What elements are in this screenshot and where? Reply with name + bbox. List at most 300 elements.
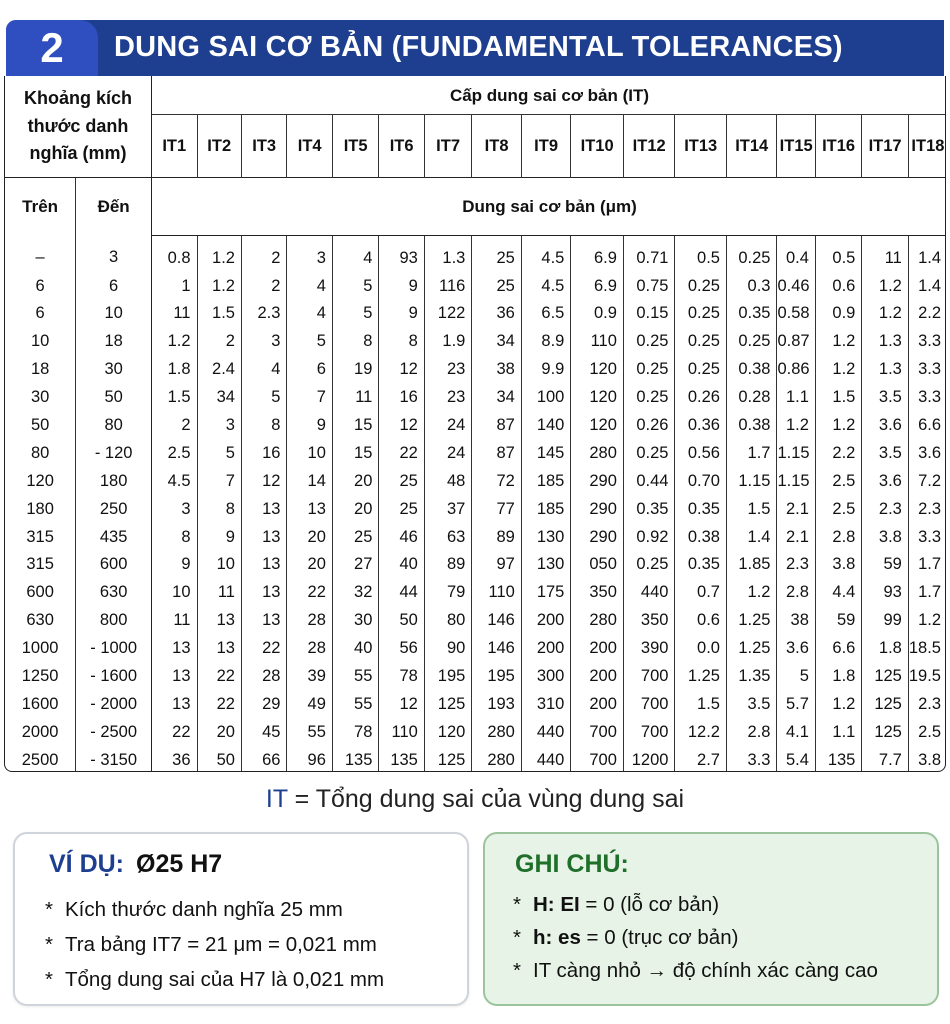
tolerance-cell: 6.9 <box>571 272 624 300</box>
tolerance-cell: 4 <box>287 300 332 328</box>
tolerance-cell: 22 <box>379 439 424 467</box>
tolerance-cell: 0.15 <box>623 300 675 328</box>
tolerance-cell: 90 <box>424 634 471 662</box>
tolerance-cell: 13 <box>197 634 241 662</box>
tolerance-cell: 9 <box>197 523 241 551</box>
tolerance-cell: 1.25 <box>726 634 777 662</box>
section-number: 2 <box>40 24 64 71</box>
tolerance-cell: 3.3 <box>908 328 946 356</box>
size-to-cell: 3 <box>76 236 152 272</box>
tolerance-cell: 13 <box>241 579 286 607</box>
tolerance-cell: 0.86 <box>777 356 815 384</box>
tolerance-cell: 110 <box>472 579 522 607</box>
size-from-cell: 315 <box>26 555 54 574</box>
tolerance-cell: 5 <box>777 662 815 690</box>
tolerance-cell: 0.3 <box>726 272 777 300</box>
tolerance-cell: 23 <box>424 383 471 411</box>
tolerance-cell: 99 <box>862 607 908 635</box>
grade-header-it2: IT2 <box>197 115 241 178</box>
grade-header-it16: IT16 <box>815 115 861 178</box>
tolerance-cell: 1.35 <box>726 662 777 690</box>
tolerance-cell: 1.9 <box>424 328 471 356</box>
tolerance-cell: 13 <box>287 495 332 523</box>
tolerance-cell: 5 <box>287 328 332 356</box>
tolerance-cell: 5 <box>241 383 286 411</box>
tolerance-cell: 1.5 <box>152 383 197 411</box>
tolerance-cell: 0.5 <box>815 236 861 272</box>
tolerance-cell: 10 <box>287 439 332 467</box>
tolerance-cell: 34 <box>472 383 522 411</box>
table-row <box>5 272 946 300</box>
tolerance-cell: 11 <box>197 579 241 607</box>
tolerance-cell: 0.56 <box>675 439 727 467</box>
tolerance-cell: 13 <box>241 495 286 523</box>
grade-header-it9: IT9 <box>521 115 571 178</box>
tolerance-cell: 13 <box>197 607 241 635</box>
tolerance-cell: 0.25 <box>675 356 727 384</box>
list-item <box>513 921 878 954</box>
tolerance-cell: 0.25 <box>623 356 675 384</box>
tolerance-cell: 0.25 <box>675 272 727 300</box>
tolerance-cell: 6.5 <box>521 300 571 328</box>
tolerance-cell: 36 <box>472 300 522 328</box>
tolerance-cell: 55 <box>332 690 378 718</box>
size-from-cell: 2000 <box>21 722 59 741</box>
tolerance-cell: 2 <box>241 272 286 300</box>
tolerance-cell: 200 <box>571 634 624 662</box>
tolerance-cell: 185 <box>521 495 571 523</box>
tolerance-cell: 13 <box>241 551 286 579</box>
tolerance-cell: 8 <box>332 328 378 356</box>
tolerance-cell: 1.5 <box>726 495 777 523</box>
table-row <box>5 467 946 495</box>
tolerance-cell: 195 <box>472 662 522 690</box>
tolerance-cell: 34 <box>472 328 522 356</box>
tolerance-cell: 28 <box>287 634 332 662</box>
tolerance-cell: 34 <box>197 383 241 411</box>
tolerance-cell: 4 <box>332 236 378 272</box>
size-from-cell: 1600 <box>21 694 59 713</box>
tolerance-cell: 1.2 <box>197 236 241 272</box>
size-from-cell: 18 <box>30 360 50 379</box>
size-to-cell: 50 <box>76 383 152 411</box>
size-from-cell: 1000 <box>21 639 59 658</box>
table-row <box>5 634 946 662</box>
tolerance-cell: 63 <box>424 523 471 551</box>
tolerance-cell: 80 <box>424 607 471 635</box>
tolerance-cell: 44 <box>379 579 424 607</box>
tolerance-cell: 125 <box>424 690 471 718</box>
tolerance-cell: 12 <box>379 411 424 439</box>
note-title: GHI CHÚ: <box>515 850 629 878</box>
tolerance-cell: 1.8 <box>152 356 197 384</box>
tolerance-cell: 25 <box>379 495 424 523</box>
tolerance-cell: 0.38 <box>675 523 727 551</box>
tolerance-cell: 5 <box>197 439 241 467</box>
tolerance-cell: 13 <box>241 607 286 635</box>
tolerance-cell: 2.8 <box>726 718 777 746</box>
size-to-cell: - 1600 <box>76 662 152 690</box>
tolerance-cell: 1.3 <box>862 328 908 356</box>
tolerance-cell: 22 <box>197 662 241 690</box>
tolerance-cell: 23 <box>424 356 471 384</box>
tolerance-cell: 350 <box>623 607 675 635</box>
bullet-star-icon: * <box>45 933 53 956</box>
tolerance-cell: 1.15 <box>777 467 815 495</box>
tolerance-cell: 0.38 <box>726 411 777 439</box>
tolerance-cell: 20 <box>197 718 241 746</box>
tolerance-cell: 350 <box>571 579 624 607</box>
size-to-cell: - 2500 <box>76 718 152 746</box>
example-item-text: Kích thước danh nghĩa 25 mm <box>65 898 343 921</box>
tolerance-cell: 11 <box>862 236 908 272</box>
tolerance-cell: 120 <box>571 383 624 411</box>
tolerance-cell: 185 <box>521 467 571 495</box>
tolerance-cell: 440 <box>521 718 571 746</box>
tolerance-table <box>4 76 946 772</box>
tolerance-cell: 12.2 <box>675 718 727 746</box>
tolerance-cell: 6.6 <box>815 634 861 662</box>
tolerance-cell: 120 <box>571 356 624 384</box>
tolerance-cell: 1200 <box>623 746 675 772</box>
tolerance-cell: 195 <box>424 662 471 690</box>
tolerance-cell: 22 <box>287 579 332 607</box>
list-item <box>45 927 384 962</box>
tolerance-cell: 4.5 <box>521 236 571 272</box>
tolerance-cell: 310 <box>521 690 571 718</box>
tolerance-cell: 1.85 <box>726 551 777 579</box>
tolerance-cell: 55 <box>287 718 332 746</box>
tolerance-cell: 1.4 <box>726 523 777 551</box>
tolerance-cell: 1.15 <box>726 467 777 495</box>
list-item <box>45 892 384 927</box>
tolerance-cell: 1.5 <box>197 300 241 328</box>
size-to-cell: 800 <box>76 607 152 635</box>
tolerance-cell: 2.5 <box>152 439 197 467</box>
tolerance-cell: 0.38 <box>726 356 777 384</box>
tolerance-cell: 0.87 <box>777 328 815 356</box>
tolerance-cell: 130 <box>521 551 571 579</box>
tolerance-cell: 0.6 <box>815 272 861 300</box>
tolerance-cell: 20 <box>287 523 332 551</box>
tolerance-cell: 45 <box>241 718 286 746</box>
tolerance-cell: 37 <box>424 495 471 523</box>
note-box <box>483 832 939 1006</box>
tolerance-cell: 9 <box>379 300 424 328</box>
tolerance-cell: 1.2 <box>908 607 946 635</box>
tolerance-cell: 700 <box>623 718 675 746</box>
tolerance-cell: 1.7 <box>908 579 946 607</box>
tolerance-cell: 6 <box>287 356 332 384</box>
tolerance-cell: 0.9 <box>815 300 861 328</box>
tolerance-cell: 130 <box>521 523 571 551</box>
tolerance-cell: 89 <box>424 551 471 579</box>
tolerance-cell: 77 <box>472 495 522 523</box>
tolerance-cell: 13 <box>152 634 197 662</box>
tolerance-cell: 2 <box>241 236 286 272</box>
tolerance-cell: 0.44 <box>623 467 675 495</box>
tolerance-cell: 2.4 <box>197 356 241 384</box>
tolerance-cell: 3.6 <box>862 411 908 439</box>
tolerance-cell: 2.3 <box>908 690 946 718</box>
tolerance-cell: 19.5 <box>908 662 946 690</box>
size-to-cell: 6 <box>76 272 152 300</box>
tolerance-cell: 1.7 <box>908 551 946 579</box>
table-row <box>5 300 946 328</box>
tolerance-cell: 140 <box>521 411 571 439</box>
tolerance-cell: 290 <box>571 523 624 551</box>
tolerance-cell: 25 <box>332 523 378 551</box>
bullet-star-icon: * <box>45 968 53 991</box>
tolerance-cell: 22 <box>197 690 241 718</box>
tolerance-cell: 56 <box>379 634 424 662</box>
example-code: Ø25 H7 <box>136 850 223 878</box>
tolerance-cell: 20 <box>332 467 378 495</box>
tolerance-cell: 28 <box>241 662 286 690</box>
size-to-cell: - 1000 <box>76 634 152 662</box>
grade-header-it10: IT10 <box>571 115 624 178</box>
table-row <box>5 690 946 718</box>
table-row <box>5 439 946 467</box>
tolerance-cell: 193 <box>472 690 522 718</box>
tolerance-cell: 2.2 <box>908 300 946 328</box>
unit-header: Dung sai cơ bản (μm) <box>152 178 946 236</box>
tolerance-cell: 0.8 <box>152 236 197 272</box>
tolerance-cell: 3.3 <box>908 383 946 411</box>
tolerance-cell: 19 <box>332 356 378 384</box>
tolerance-cell: 3.3 <box>726 746 777 772</box>
tolerance-cell: 72 <box>472 467 522 495</box>
tolerance-cell: 87 <box>472 439 522 467</box>
table-row <box>5 328 946 356</box>
table-row <box>5 356 946 384</box>
tolerance-cell: 4.5 <box>152 467 197 495</box>
tolerance-cell: 280 <box>472 718 522 746</box>
size-from-cell: 80 <box>30 443 50 462</box>
table-row <box>5 551 946 579</box>
tolerance-cell: 1.2 <box>152 328 197 356</box>
tolerance-cell: 11 <box>152 300 197 328</box>
tolerance-cell: 97 <box>472 551 522 579</box>
tolerance-cell: 20 <box>332 495 378 523</box>
tolerance-cell: 3.8 <box>815 551 861 579</box>
tolerance-cell: 0.25 <box>675 328 727 356</box>
tolerance-cell: 3 <box>287 236 332 272</box>
tolerance-cell: 280 <box>571 439 624 467</box>
note-item-text: = 0 (lỗ cơ bản) <box>579 893 720 916</box>
tolerance-cell: 59 <box>815 607 861 635</box>
section-number-badge <box>6 20 98 76</box>
tolerance-cell: 4.4 <box>815 579 861 607</box>
tolerance-cell: 25 <box>472 236 522 272</box>
tolerance-cell: 0.70 <box>675 467 727 495</box>
grade-header-it15: IT15 <box>777 115 815 178</box>
tolerance-cell: 78 <box>379 662 424 690</box>
tolerance-cell: 4 <box>241 356 286 384</box>
tolerance-cell: 96 <box>287 746 332 772</box>
example-item-text: Tổng dung sai của H7 là 0,021 mm <box>65 968 385 991</box>
tolerance-cell: 30 <box>332 607 378 635</box>
table-row <box>5 607 946 635</box>
tolerance-cell: 1.2 <box>815 356 861 384</box>
bullet-star-icon: * <box>45 898 53 921</box>
tolerance-cell: 0.25 <box>726 328 777 356</box>
size-to-cell: 80 <box>76 411 152 439</box>
tolerance-cell: 145 <box>521 439 571 467</box>
example-label: VÍ DỤ: <box>49 850 124 878</box>
tolerance-cell: 7 <box>197 467 241 495</box>
grade-header-it7: IT7 <box>424 115 471 178</box>
tolerance-cell: 0.5 <box>675 236 727 272</box>
tolerance-cell: 9 <box>379 272 424 300</box>
grade-header-it3: IT3 <box>241 115 286 178</box>
note-item-text: IT càng nhỏ → độ chính xác càng cao <box>533 959 878 982</box>
tolerance-cell: 1 <box>152 272 197 300</box>
tolerance-cell: 1.2 <box>777 411 815 439</box>
tolerance-cell: 3 <box>197 411 241 439</box>
table-row <box>5 523 946 551</box>
tolerance-cell: 48 <box>424 467 471 495</box>
note-list <box>513 888 878 987</box>
tolerance-cell: 0.26 <box>623 411 675 439</box>
table-row <box>5 662 946 690</box>
tolerance-cell: 66 <box>241 746 286 772</box>
grade-header-it4: IT4 <box>287 115 332 178</box>
example-list <box>45 892 384 997</box>
tolerance-cell: 110 <box>379 718 424 746</box>
tolerance-cell: 5.7 <box>777 690 815 718</box>
tolerance-cell: 0.25 <box>623 383 675 411</box>
size-from-cell: 10 <box>30 332 50 351</box>
size-from-cell: 1250 <box>21 667 59 686</box>
tolerance-cell: 1.25 <box>675 662 727 690</box>
tolerance-cell: 38 <box>472 356 522 384</box>
tolerance-cell: 1.8 <box>815 662 861 690</box>
tolerance-cell: 4.5 <box>521 272 571 300</box>
tolerance-cell: 14 <box>287 467 332 495</box>
grade-header-it17: IT17 <box>862 115 908 178</box>
size-header-line-1: Khoảng kích <box>24 87 133 108</box>
section-header <box>6 20 944 76</box>
tolerance-cell: 15 <box>332 411 378 439</box>
tolerance-cell: 290 <box>571 495 624 523</box>
tolerance-cell: 390 <box>623 634 675 662</box>
tolerance-cell: 93 <box>379 236 424 272</box>
tolerance-cell: 0.35 <box>623 495 675 523</box>
tolerance-cell: 2.5 <box>815 467 861 495</box>
tolerance-cell: 0.35 <box>726 300 777 328</box>
grade-header-it14: IT14 <box>726 115 777 178</box>
tolerance-cell: 440 <box>521 746 571 772</box>
tolerance-cell: 2.2 <box>815 439 861 467</box>
tolerance-cell: 0.25 <box>623 328 675 356</box>
tolerance-cell: 3.6 <box>777 634 815 662</box>
tolerance-cell: 135 <box>815 746 861 772</box>
to-header: Đến <box>76 178 152 236</box>
tolerance-cell: 300 <box>521 662 571 690</box>
table-row <box>5 746 946 772</box>
tolerance-cell: 2.3 <box>908 495 946 523</box>
tolerance-cell: 13 <box>152 690 197 718</box>
tolerance-cell: 9.9 <box>521 356 571 384</box>
size-header-line-2: thước danh <box>27 115 129 136</box>
tolerance-cell: 7.2 <box>908 467 946 495</box>
tolerance-cell: 125 <box>862 662 908 690</box>
grade-header-it5: IT5 <box>332 115 378 178</box>
tolerance-cell: 2.1 <box>777 495 815 523</box>
example-box <box>13 832 469 1006</box>
tolerance-cell: 13 <box>241 523 286 551</box>
size-to-cell: 18 <box>76 328 152 356</box>
size-from-cell: 50 <box>30 416 50 435</box>
tolerance-cell: 38 <box>777 607 815 635</box>
tolerance-cell: 6.6 <box>908 411 946 439</box>
tolerance-cell: 3.3 <box>908 356 946 384</box>
size-to-cell: 435 <box>76 523 152 551</box>
table-row <box>5 383 946 411</box>
list-item <box>513 954 878 987</box>
tolerance-cell: 0.46 <box>777 272 815 300</box>
tolerance-cell: 79 <box>424 579 471 607</box>
tolerance-cell: 200 <box>521 607 571 635</box>
size-to-cell: 630 <box>76 579 152 607</box>
table-row <box>5 495 946 523</box>
tolerance-cell: 22 <box>152 718 197 746</box>
tolerance-cell: 5 <box>332 272 378 300</box>
tolerance-cell: 78 <box>332 718 378 746</box>
tolerance-cell: 39 <box>287 662 332 690</box>
tolerance-cell: 146 <box>472 607 522 635</box>
tolerance-cell: 2 <box>152 411 197 439</box>
tolerance-cell: 3.5 <box>726 690 777 718</box>
it-definition <box>0 785 950 814</box>
size-from-cell: 630 <box>26 611 54 630</box>
tolerance-cell: 3.5 <box>862 383 908 411</box>
tolerance-cell: 29 <box>241 690 286 718</box>
size-range-header <box>5 76 152 178</box>
tolerance-cell: 135 <box>379 746 424 772</box>
size-from-cell: 120 <box>26 471 54 490</box>
tolerance-cell: 1.2 <box>862 300 908 328</box>
tolerance-cell: 280 <box>571 607 624 635</box>
tolerance-cell: 8.9 <box>521 328 571 356</box>
size-to-cell: 250 <box>76 495 152 523</box>
size-to-cell: 10 <box>76 300 152 328</box>
tolerance-cell: 10 <box>197 551 241 579</box>
tolerance-cell: 135 <box>332 746 378 772</box>
tolerance-cell: 1.4 <box>908 272 946 300</box>
section-title: DUNG SAI CƠ BẢN (FUNDAMENTAL TOLERANCES) <box>114 31 843 63</box>
tolerance-cell: 4 <box>287 272 332 300</box>
tolerance-cell: 22 <box>241 634 286 662</box>
tolerance-cell: 0.6 <box>675 607 727 635</box>
tolerance-cell: 7.7 <box>862 746 908 772</box>
tolerance-cell: 0.35 <box>675 551 727 579</box>
tolerance-cell: 24 <box>424 439 471 467</box>
tolerance-cell: 5 <box>332 300 378 328</box>
tolerance-cell: 1.2 <box>815 690 861 718</box>
tolerance-cell: 1.5 <box>815 383 861 411</box>
tolerance-cell: 20 <box>287 551 332 579</box>
table-row <box>5 718 946 746</box>
tolerance-cell: 40 <box>332 634 378 662</box>
size-header-line-3: nghĩa (mm) <box>29 143 127 164</box>
note-item-text: = 0 (trục cơ bản) <box>580 926 739 949</box>
from-header: Trên <box>5 178 76 236</box>
grade-header-it8: IT8 <box>472 115 522 178</box>
tolerance-cell: 1.1 <box>815 718 861 746</box>
tolerance-cell: 1.2 <box>197 272 241 300</box>
